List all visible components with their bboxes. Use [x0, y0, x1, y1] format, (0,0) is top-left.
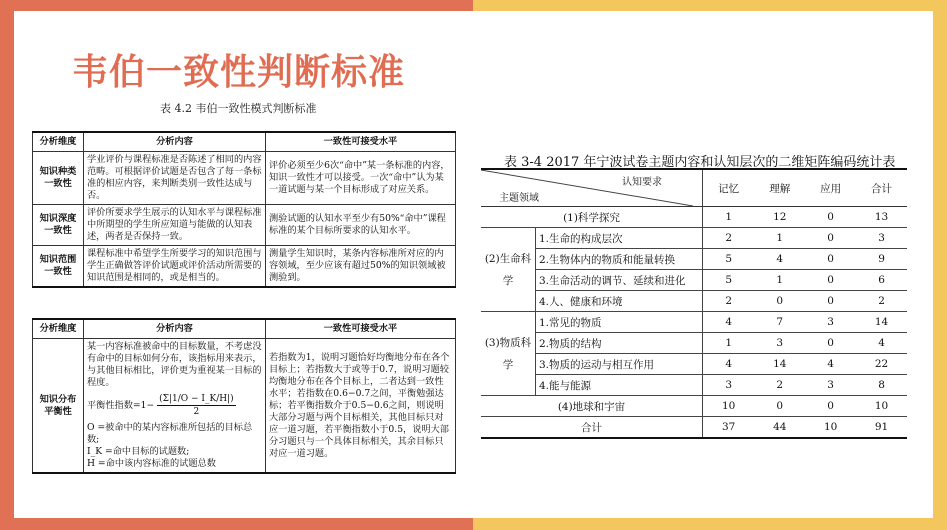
webb-criteria-table: [32, 131, 456, 288]
cell: 0: [805, 291, 856, 312]
top-accent-bar-right: [473, 0, 947, 11]
table-row: [481, 207, 907, 228]
table-row: [481, 270, 907, 291]
row-content: 学业评价与课程标准是否陈述了相同的内容范畴。可根据评价试题是否包含了每一条标准的相应内容，来判断类别一致性达成与否。: [84, 152, 266, 205]
group-label: (3)物质科学: [481, 312, 536, 396]
row-label: (4)地球和宇宙: [481, 396, 703, 417]
row-label: 3.生命活动的调节、延续和进化: [536, 270, 703, 291]
row-label: 4.能与能源: [536, 375, 703, 396]
table-row: [33, 339, 456, 474]
corner-cell: [481, 169, 703, 207]
row-label: 3.物质的运动与相互作用: [536, 354, 703, 375]
cell: 3: [754, 333, 805, 354]
row-label: 1.常见的物质: [536, 312, 703, 333]
table-header-row: [33, 319, 456, 339]
definition-o: O =被命中的某内容标准所包括的目标总数;: [87, 422, 253, 445]
group-label: (2)生命科学: [481, 228, 536, 312]
cell: 1: [754, 228, 805, 249]
content-intro: 某一内容标准被命中的目标数量，不考虑没有命中的目标如何分布，该指标用来表示，与其他目标相比，评价更为重视某一目标的程度。: [87, 341, 262, 388]
row-content: 评价所要求学生展示的认知水平与课程标准中所期望的学生所应知道与能做的认知表述，两者是否保持一致。: [84, 205, 266, 246]
cell: 0: [805, 228, 856, 249]
bottom-accent-bar-right: [473, 518, 947, 530]
col-header: 记忆: [703, 169, 755, 207]
cell: 4: [856, 333, 907, 354]
cell: 0: [805, 333, 856, 354]
table-row: [481, 354, 907, 375]
cell: 14: [856, 312, 907, 333]
cell: 1: [754, 270, 805, 291]
row-content: 课程标准中希望学生所要学习的知识范围与学生正确做答评价试题或评价活动所需要的知识范围是相同的，或是相当的。: [84, 246, 266, 288]
coding-matrix-table: [481, 168, 907, 439]
cell: 37: [703, 417, 755, 439]
row-label: (1)科学探究: [481, 207, 703, 228]
cell: 1: [703, 333, 755, 354]
col-header: 理解: [754, 169, 805, 207]
cell: 4: [703, 312, 755, 333]
col-header: 合计: [856, 169, 907, 207]
cell: 2: [703, 228, 755, 249]
cell: 10: [703, 396, 755, 417]
cell: 44: [754, 417, 805, 439]
cell: 3: [856, 228, 907, 249]
cell: 13: [856, 207, 907, 228]
row-label: 合计: [481, 417, 703, 439]
cell: 0: [754, 396, 805, 417]
formula-denominator: 2: [193, 407, 200, 417]
cell: 12: [754, 207, 805, 228]
cell: 0: [805, 207, 856, 228]
left-table-caption: 表 4.2 韦伯一致性模式判断标准: [160, 102, 317, 115]
cell: 9: [856, 249, 907, 270]
cell: 2: [754, 375, 805, 396]
row-dimension: 知识种类一致性: [33, 152, 84, 205]
cell: 6: [856, 270, 907, 291]
row-label: 4.人、健康和环境: [536, 291, 703, 312]
cell: 8: [856, 375, 907, 396]
cell: 5: [703, 249, 755, 270]
row-label: 2.物质的结构: [536, 333, 703, 354]
definition-h: H =命中该内容标准的试题总数: [87, 458, 216, 469]
cell: 10: [805, 417, 856, 439]
table-header-row: [33, 132, 456, 152]
table-row: [481, 249, 907, 270]
header-level: 一致性可接受水平: [266, 132, 456, 152]
cell: 4: [703, 354, 755, 375]
page-title: 韦伯一致性判断标准: [72, 52, 406, 93]
row-level: 评价必须至少6次“命中”某一条标准的内容，知识一致性才可以接受。一次“命中”认为某一道试题与某一个目标形成了对应关系。: [266, 152, 456, 205]
header-content: 分析内容: [84, 132, 266, 152]
header-content: 分析内容: [84, 319, 266, 339]
cell: 2: [856, 291, 907, 312]
cell: 14: [754, 354, 805, 375]
header-dimension: 分析维度: [33, 319, 84, 339]
cell: 22: [856, 354, 907, 375]
cell: 4: [754, 249, 805, 270]
table-row: [481, 228, 907, 249]
formula-fraction: [157, 393, 236, 418]
right-table-caption: 表 3-4 2017 年宁波试卷主题内容和认知层次的二维矩阵编码统计表: [504, 155, 896, 170]
cell: 2: [703, 291, 755, 312]
table-row: [481, 291, 907, 312]
corner-bottom-label: 主题领域: [499, 193, 539, 204]
cell: 0: [754, 291, 805, 312]
table-row: [481, 312, 907, 333]
balance-criteria-table: [32, 318, 456, 474]
header-dimension: 分析维度: [33, 132, 84, 152]
cell: 3: [805, 312, 856, 333]
cell: 10: [856, 396, 907, 417]
bottom-accent-bar-left: [0, 518, 473, 530]
table-header-row: [481, 169, 907, 207]
table-row: [33, 205, 456, 246]
cell: 0: [805, 396, 856, 417]
table-row: [481, 375, 907, 396]
formula-numerator: (Σ|1/O − I_K/H|): [159, 394, 234, 404]
cell: 91: [856, 417, 907, 439]
cell: 4: [805, 354, 856, 375]
col-header: 应用: [805, 169, 856, 207]
header-level: 一致性可接受水平: [266, 319, 456, 339]
cell: 1: [703, 207, 755, 228]
row-label: 2.生物体内的物质和能量转换: [536, 249, 703, 270]
definition-ik: I_K =命中目标的试题数;: [87, 446, 190, 457]
row-content: [84, 339, 266, 474]
row-dimension: 知识范围一致性: [33, 246, 84, 288]
top-accent-bar-left: [0, 0, 473, 11]
cell: 7: [754, 312, 805, 333]
row-level: 若指数为1，说明习题恰好均衡地分布在各个目标上；若指数大于或等于0.7，说明习题较均衡地分布在各个目标上，二者达到一致性水平；若指数在0.6−0.7之间，平衡勉强达标；若平衡指数介于0.5−0.6之间，则说明大部分习题与两个目标相关，其他目标只对应一道习题，若平衡指数小于0.5，说明大部分习题只与一个具体目标相关，其余目标只对应一道习题。: [266, 339, 456, 474]
table-row: [33, 246, 456, 288]
total-row: [481, 417, 907, 439]
cell: 0: [805, 249, 856, 270]
corner-top-label: 认知要求: [622, 177, 662, 188]
row-dimension: 知识分布平衡性: [33, 339, 84, 474]
formula-label: 平衡性指数=1−: [87, 400, 155, 411]
table-row: [481, 333, 907, 354]
row-label: 1.生命的构成层次: [536, 228, 703, 249]
cell: 3: [805, 375, 856, 396]
table-row: [33, 152, 456, 205]
row-dimension: 知识深度一致性: [33, 205, 84, 246]
cell: 0: [805, 270, 856, 291]
row-level: 测验试题的认知水平至少有50%“命中”课程标准的某个目标所要求的认知水平。: [266, 205, 456, 246]
left-accent-bar: [0, 0, 14, 530]
row-level: 测量学生知识时，某条内容标准所对应的内容领域，至少应该有超过50%的知识领域被测验到。: [266, 246, 456, 288]
balance-formula: [87, 393, 262, 418]
right-accent-bar: [933, 0, 947, 530]
table-row: [481, 396, 907, 417]
cell: 3: [703, 375, 755, 396]
cell: 5: [703, 270, 755, 291]
